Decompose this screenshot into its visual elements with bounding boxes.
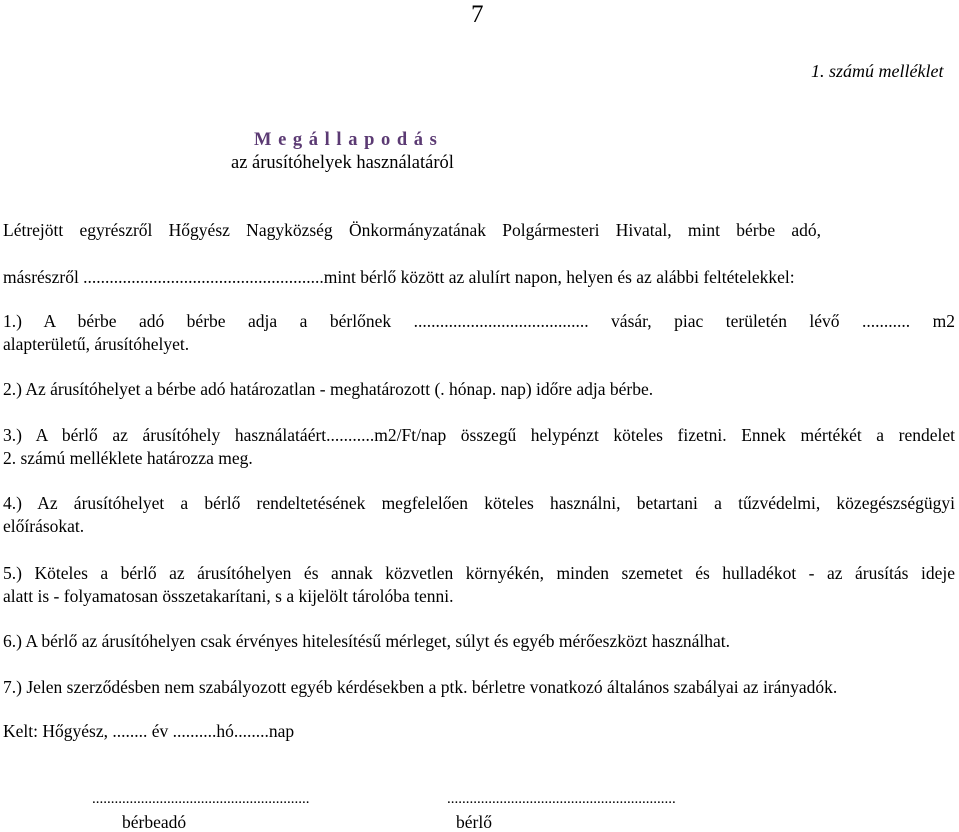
document-subtitle: az árusítóhelyek használatáról [231, 153, 454, 173]
signature-right-dots: ............................................................. [447, 791, 676, 807]
intro-line-1: Létrejött egyrészről Hőgyész Nagyközség Önkormányzatának Polgármesteri Hivatal, mint bérbe adó, [3, 220, 821, 240]
paragraph-4-line-2: előírásokat. [3, 516, 85, 536]
document-title: M e g á l l a p o d á s [254, 130, 438, 150]
paragraph-4-line-1: 4.) Az árusítóhelyet a bérlő rendeltetésének megfelelően köteles használni, betartani a tűzvédelmi, közegészségügyi [3, 493, 955, 513]
paragraph-6: 6.) A bérlő az árusítóhelyen csak érvényes hitelesítésű mérleget, súlyt és egyéb mérőeszközt használhat. [3, 631, 730, 651]
page-number: 7 [471, 1, 484, 28]
paragraph-7: 7.) Jelen szerződésben nem szabályozott egyéb kérdésekben a ptk. bérletre vonatkozó általános szabályai az irányadók. [3, 677, 838, 697]
paragraph-5-line-2: alatt is - folyamatosan összetakarítani, s a kijelölt tárolóba tenni. [3, 586, 454, 606]
paragraph-3-line-1: 3.) A bérlő az árusítóhely használatáért...........m2/Ft/nap összegű helypénzt köteles fizetni. Ennek mértékét a rendelet [3, 425, 955, 445]
intro-line-2: másrészről .......................................................mint bérlő között az alulírt napon, helyen és az alábbi feltételekkel: [3, 267, 795, 287]
paragraph-5-line-1: 5.) Köteles a bérlő az árusítóhelyen és annak közvetlen környékén, minden szemetet és hulladékot - az árusítás ideje [3, 563, 955, 583]
paragraph-2: 2.) Az árusítóhelyet a bérbe adó határozatlan - meghatározott (. hónap. nap) időre adja bérbe. [3, 379, 654, 399]
paragraph-1-line-1: 1.) A bérbe adó bérbe adja a bérlőnek ........................................ vásár, piac területén lévő ........... m2 [3, 311, 955, 331]
signature-left-dots: .......................................................... [92, 791, 310, 807]
signature-left-label: bérbeadó [122, 812, 187, 832]
signature-right-label: bérlő [456, 812, 492, 832]
paragraph-1-line-2: alapterületű, árusítóhelyet. [3, 334, 190, 354]
date-place-line: Kelt: Hőgyész, ........ év ..........hó........nap [3, 721, 295, 741]
paragraph-3-line-2: 2. számú melléklete határozza meg. [3, 448, 253, 468]
annex-label: 1. számú melléklet [811, 61, 944, 81]
